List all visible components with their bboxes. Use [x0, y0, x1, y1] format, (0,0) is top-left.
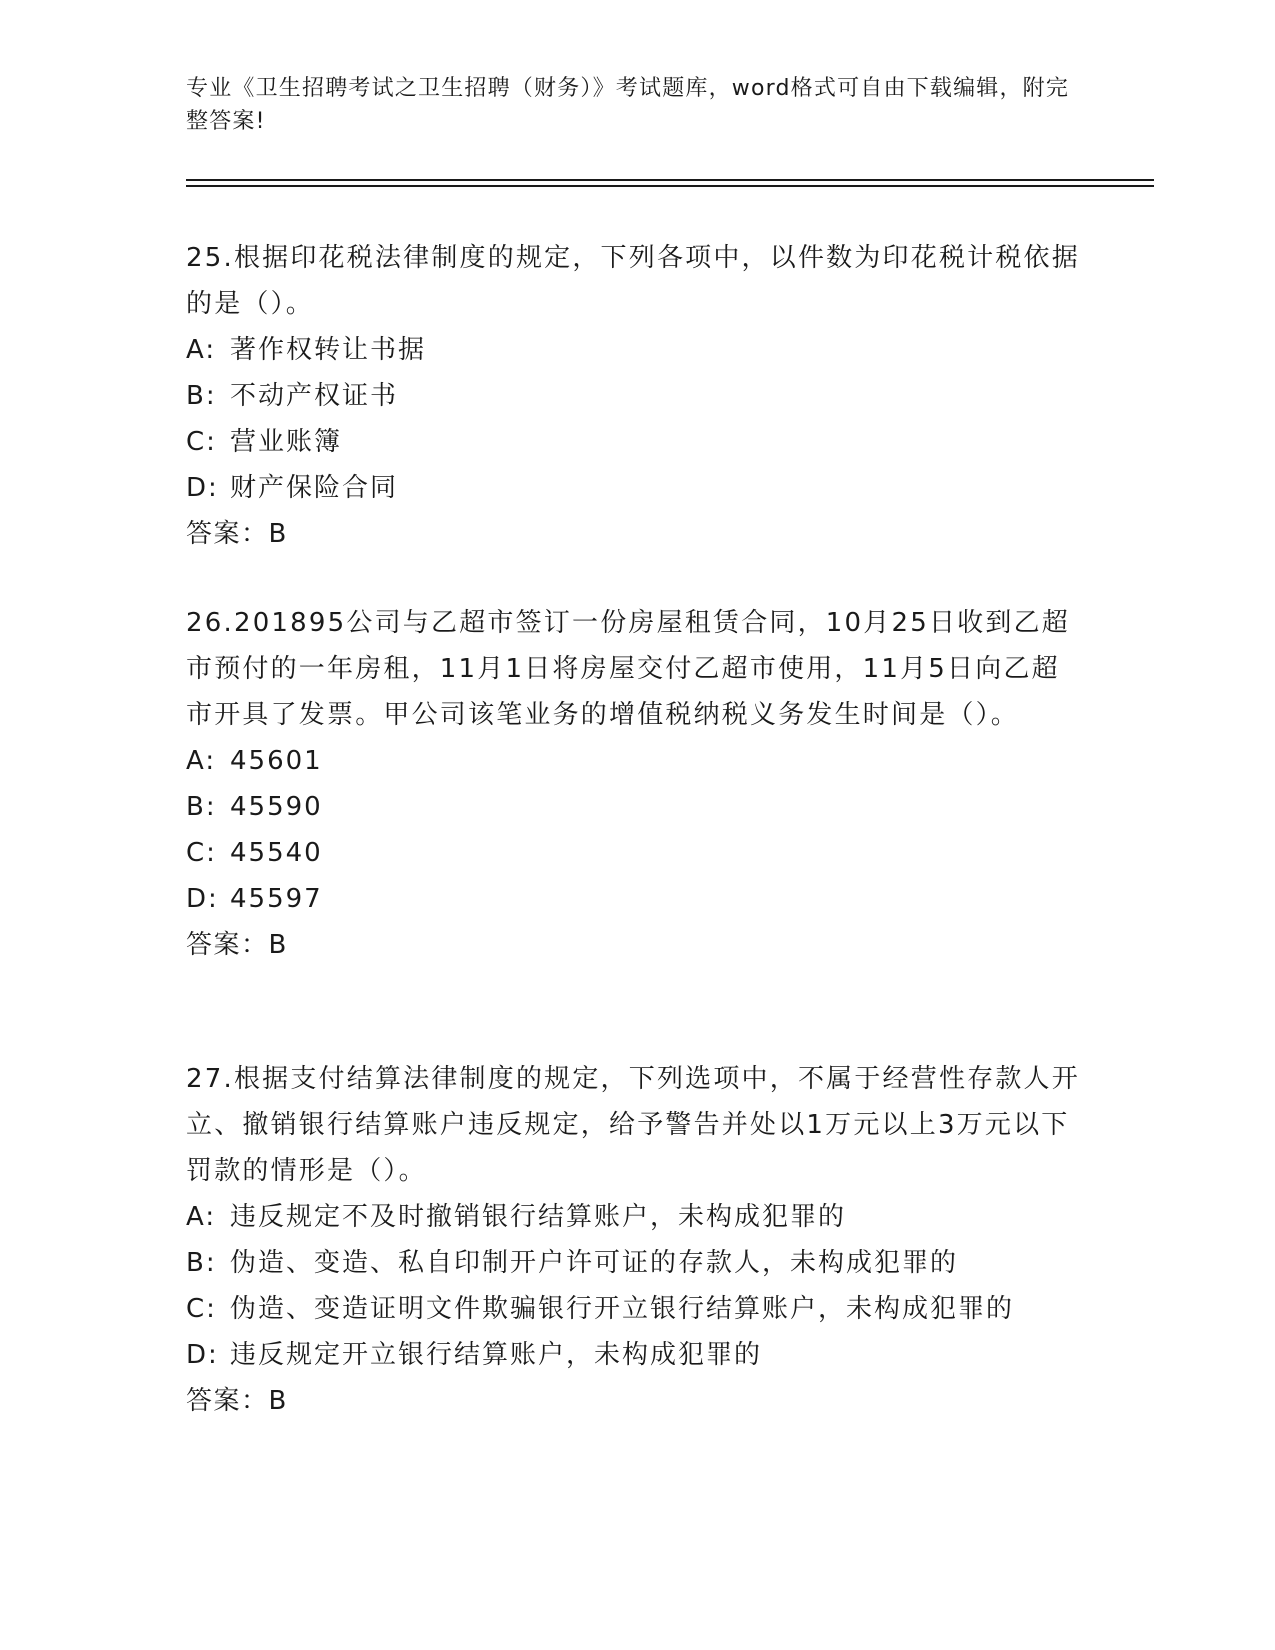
option-text: 伪造、变造证明文件欺骗银行开立银行结算账户，未构成犯罪的	[230, 1294, 1015, 1324]
option-d	[186, 465, 1086, 511]
option-text: 45590	[230, 792, 323, 822]
option-text: 违反规定开立银行结算账户，未构成犯罪的	[230, 1340, 763, 1370]
option-letter: C:	[186, 427, 217, 457]
answer-line: 答案：B	[186, 519, 288, 549]
option-letter: B:	[186, 792, 217, 822]
option-a	[186, 738, 1086, 784]
option-d	[186, 876, 1086, 922]
question-stem: 26.201895公司与乙超市签订一份房屋租赁合同，10月25日收到乙超市预付的一年房租，11月1日将房屋交付乙超市使用，11月5日向乙超市开具了发票。甲公司该笔业务的增值税纳税义务发生时间是（）。	[186, 608, 1070, 730]
option-text: 著作权转让书据	[230, 335, 427, 365]
header-divider-bottom	[186, 185, 1154, 187]
option-a	[186, 1194, 1086, 1240]
option-b	[186, 1240, 1086, 1286]
option-letter: C:	[186, 1294, 217, 1324]
option-a	[186, 327, 1086, 373]
answer-line: 答案：B	[186, 1386, 288, 1416]
option-letter: B:	[186, 1248, 217, 1278]
option-text: 不动产权证书	[230, 381, 399, 411]
question-27	[186, 1056, 1086, 1424]
option-b	[186, 373, 1086, 419]
option-text: 45540	[230, 838, 323, 868]
question-stem: 25.根据印花税法律制度的规定，下列各项中，以件数为印花税计税依据的是（）。	[186, 243, 1080, 319]
option-b	[186, 784, 1086, 830]
option-text: 45597	[230, 884, 323, 914]
header-divider-top	[186, 179, 1154, 181]
option-c	[186, 419, 1086, 465]
option-text: 营业账簿	[230, 427, 343, 457]
option-letter: D:	[186, 1340, 219, 1370]
question-26	[186, 600, 1086, 968]
option-c	[186, 830, 1086, 876]
option-letter: B:	[186, 381, 217, 411]
option-text: 45601	[230, 746, 323, 776]
option-text: 伪造、变造、私自印制开户许可证的存款人，未构成犯罪的	[230, 1248, 959, 1278]
option-letter: D:	[186, 473, 219, 503]
option-letter: C:	[186, 838, 217, 868]
option-letter: D:	[186, 884, 219, 914]
option-d	[186, 1332, 1086, 1378]
question-25	[186, 235, 1086, 557]
document-header: 专业《卫生招聘考试之卫生招聘（财务）》考试题库，word格式可自由下载编辑，附完整答案!	[186, 76, 1070, 134]
option-letter: A:	[186, 335, 217, 365]
option-text: 财产保险合同	[230, 473, 399, 503]
question-stem: 27.根据支付结算法律制度的规定，下列选项中，不属于经营性存款人开立、撤销银行结算账户违反规定，给予警告并处以1万元以上3万元以下罚款的情形是（）。	[186, 1064, 1080, 1186]
option-letter: A:	[186, 746, 217, 776]
answer-line: 答案：B	[186, 930, 288, 960]
option-text: 违反规定不及时撤销银行结算账户，未构成犯罪的	[230, 1202, 847, 1232]
option-letter: A:	[186, 1202, 217, 1232]
option-c	[186, 1286, 1086, 1332]
